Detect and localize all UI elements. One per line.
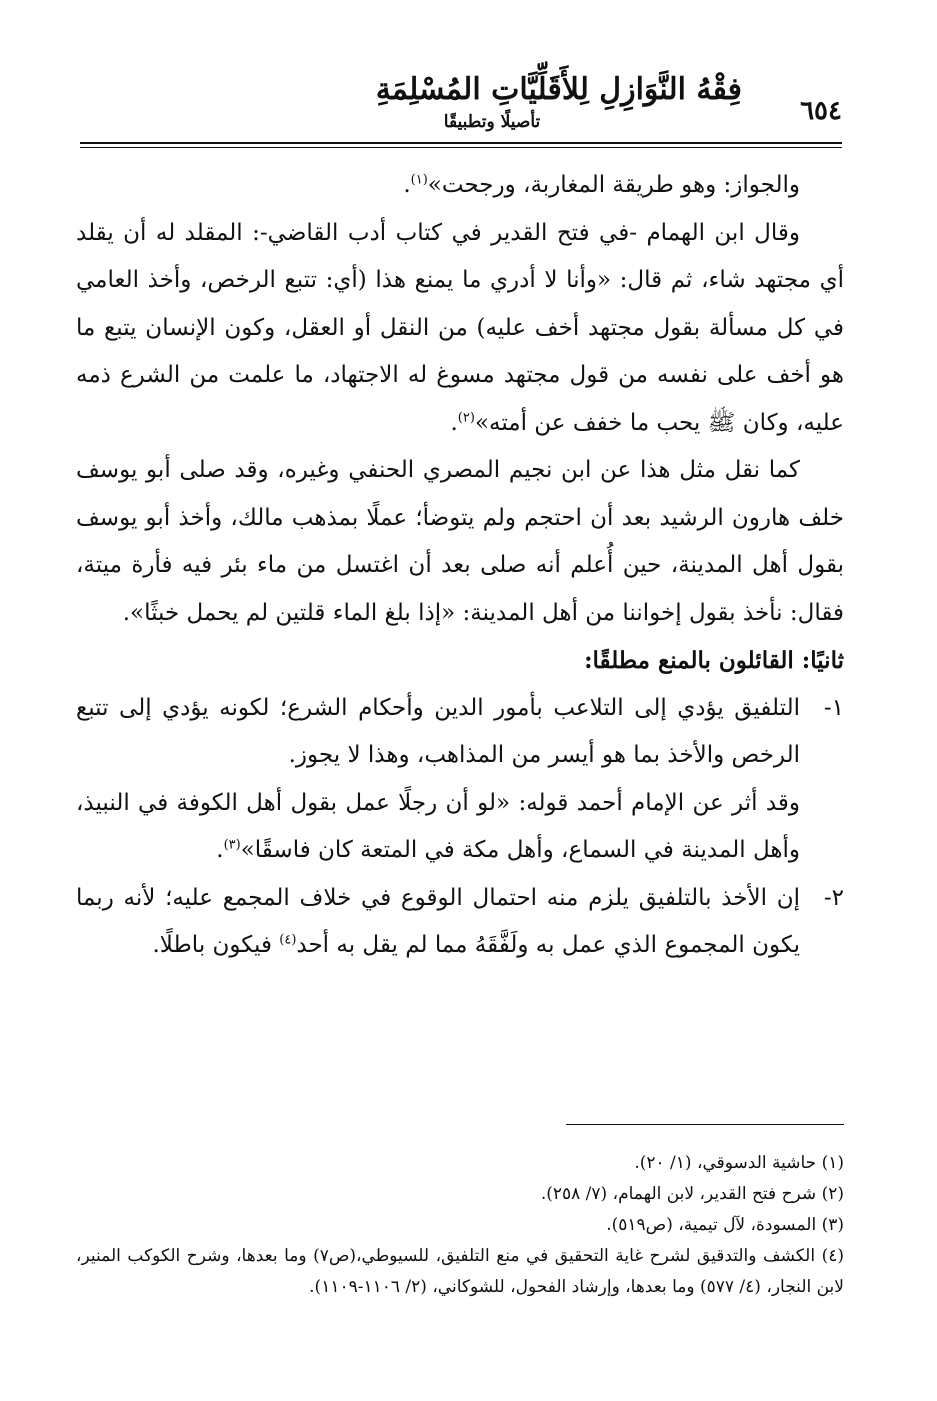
footnote-3: (٣) المسودة، لآل تيمية، (ص٥١٩). (606, 1215, 844, 1235)
paragraph-3: كما نقل مثل هذا عن ابن نجيم المصري الحنفي وغيره، وقد صلى أبو يوسف خلف هارون الرشيد بعد أن احتجم ولم يتوضأ؛ عملًا بمذهب مالك، وأخذ أبو يوسف بقول أهل المدينة، حين أُعلم أنه صلى بعد أن اغتسل من ماء بئر فيه فأرة ميتة، فقال: نأخذ بقول إخواننا من أهل المدينة: «إذا بلغ الماء قلتين لم يحمل خبثًا». (76, 457, 844, 626)
header-rule-thin (80, 147, 842, 148)
list-item-2-number: ٢- (823, 884, 844, 911)
book-title-block (375, 70, 742, 140)
running-header (80, 70, 842, 150)
footnote-ref-4: (٤) (279, 932, 297, 948)
main-text (76, 162, 844, 970)
footnotes (76, 1148, 844, 1303)
paragraph-1-end: . (403, 172, 411, 198)
paragraph-1 (76, 162, 844, 210)
paragraph-2-text: وقال ابن الهمام -في فتح القدير في كتاب أدب القاضي-: المقلد له أن يقلد أي مجتهد شاء، ثم قال: «وأنا لا أدري ما يمنع هذا (أي: تتبع الرخص، وأخذ العامي في كل مسألة بقول مجتهد أخف عليه) من النقل أو العقل، وكون الإنسان يتبع ما هو أخف على نفسه من قول مجتهد مسوغ له الاجتهاد، ما علمت من الشرع ذمه عليه، وكان ﷺ يحب ما خفف عن أمته» (76, 219, 844, 436)
section-heading: ثانيًا: القائلون بالمنع مطلقًا: (584, 647, 844, 674)
list-item-2-text: إن الأخذ بالتلفيق يلزم منه احتمال الوقوع في خلاف المجمع عليه؛ لأنه ربما يكون المجموع الذي عمل به ولَفَّقَهُ مما لم يقل به أحد (76, 884, 800, 958)
footnote-1: (١) حاشية الدسوقي، (١/ ٢٠). (634, 1153, 844, 1173)
list-item-2-end: فيكون باطلًا. (152, 932, 280, 958)
footnote-2: (٢) شرح فتح القدير، لابن الهمام، (٧/ ٢٥٨). (540, 1184, 844, 1204)
list-item-1-text: التلفيق يؤدي إلى التلاعب بأمور الدين وأحكام الشرع؛ لكونه يؤدي إلى تتبع الرخص والأخذ بما هو أيسر من المذاهب، وهذا لا يجوز. (76, 694, 800, 768)
header-rule (80, 142, 842, 144)
paragraph-1-text: والجواز: وهو طريقة المغاربة، ورجحت» (427, 172, 800, 198)
book-title: فِقْهُ النَّوَازِلِ لِلأَقَلِّيَّاتِ المُسْلِمَةِ (375, 72, 742, 107)
page-number: ٦٥٤ (800, 96, 842, 126)
paragraph-4-text: وقد أثر عن الإمام أحمد قوله: «لو أن رجلًا عمل بقول أهل الكوفة في النبيذ، وأهل المدينة في السماع، وأهل مكة في المتعة كان فاسقًا» (76, 789, 800, 863)
paragraph-4 (76, 780, 844, 875)
footnote-ref-3: (٣) (223, 837, 241, 853)
paragraph-2-end: . (450, 409, 458, 436)
footnote-ref-1: (١) (410, 172, 428, 188)
footnote-4: (٤) الكشف والتدقيق لشرح غاية التحقيق في منع التلفيق، للسيوطي،(ص٧) وما بعدها، وشرح الكوكب المنير، لابن النجار، (٤/ ٥٧٧) وما بعدها، وإرشاد الفحول، للشوكاني، (٢/ ١١٠٦-١١٠٩). (76, 1246, 844, 1297)
list-item-1-number: ١- (823, 694, 844, 721)
list-item-1 (76, 685, 844, 780)
book-subtitle: تأصيلًا وتطبيقًا (443, 112, 541, 132)
footnote-ref-2: (٢) (457, 409, 475, 425)
paragraph-2 (76, 210, 844, 448)
list-item-2 (76, 875, 844, 970)
footnote-separator (566, 1124, 844, 1125)
paragraph-4-end: . (216, 837, 224, 863)
